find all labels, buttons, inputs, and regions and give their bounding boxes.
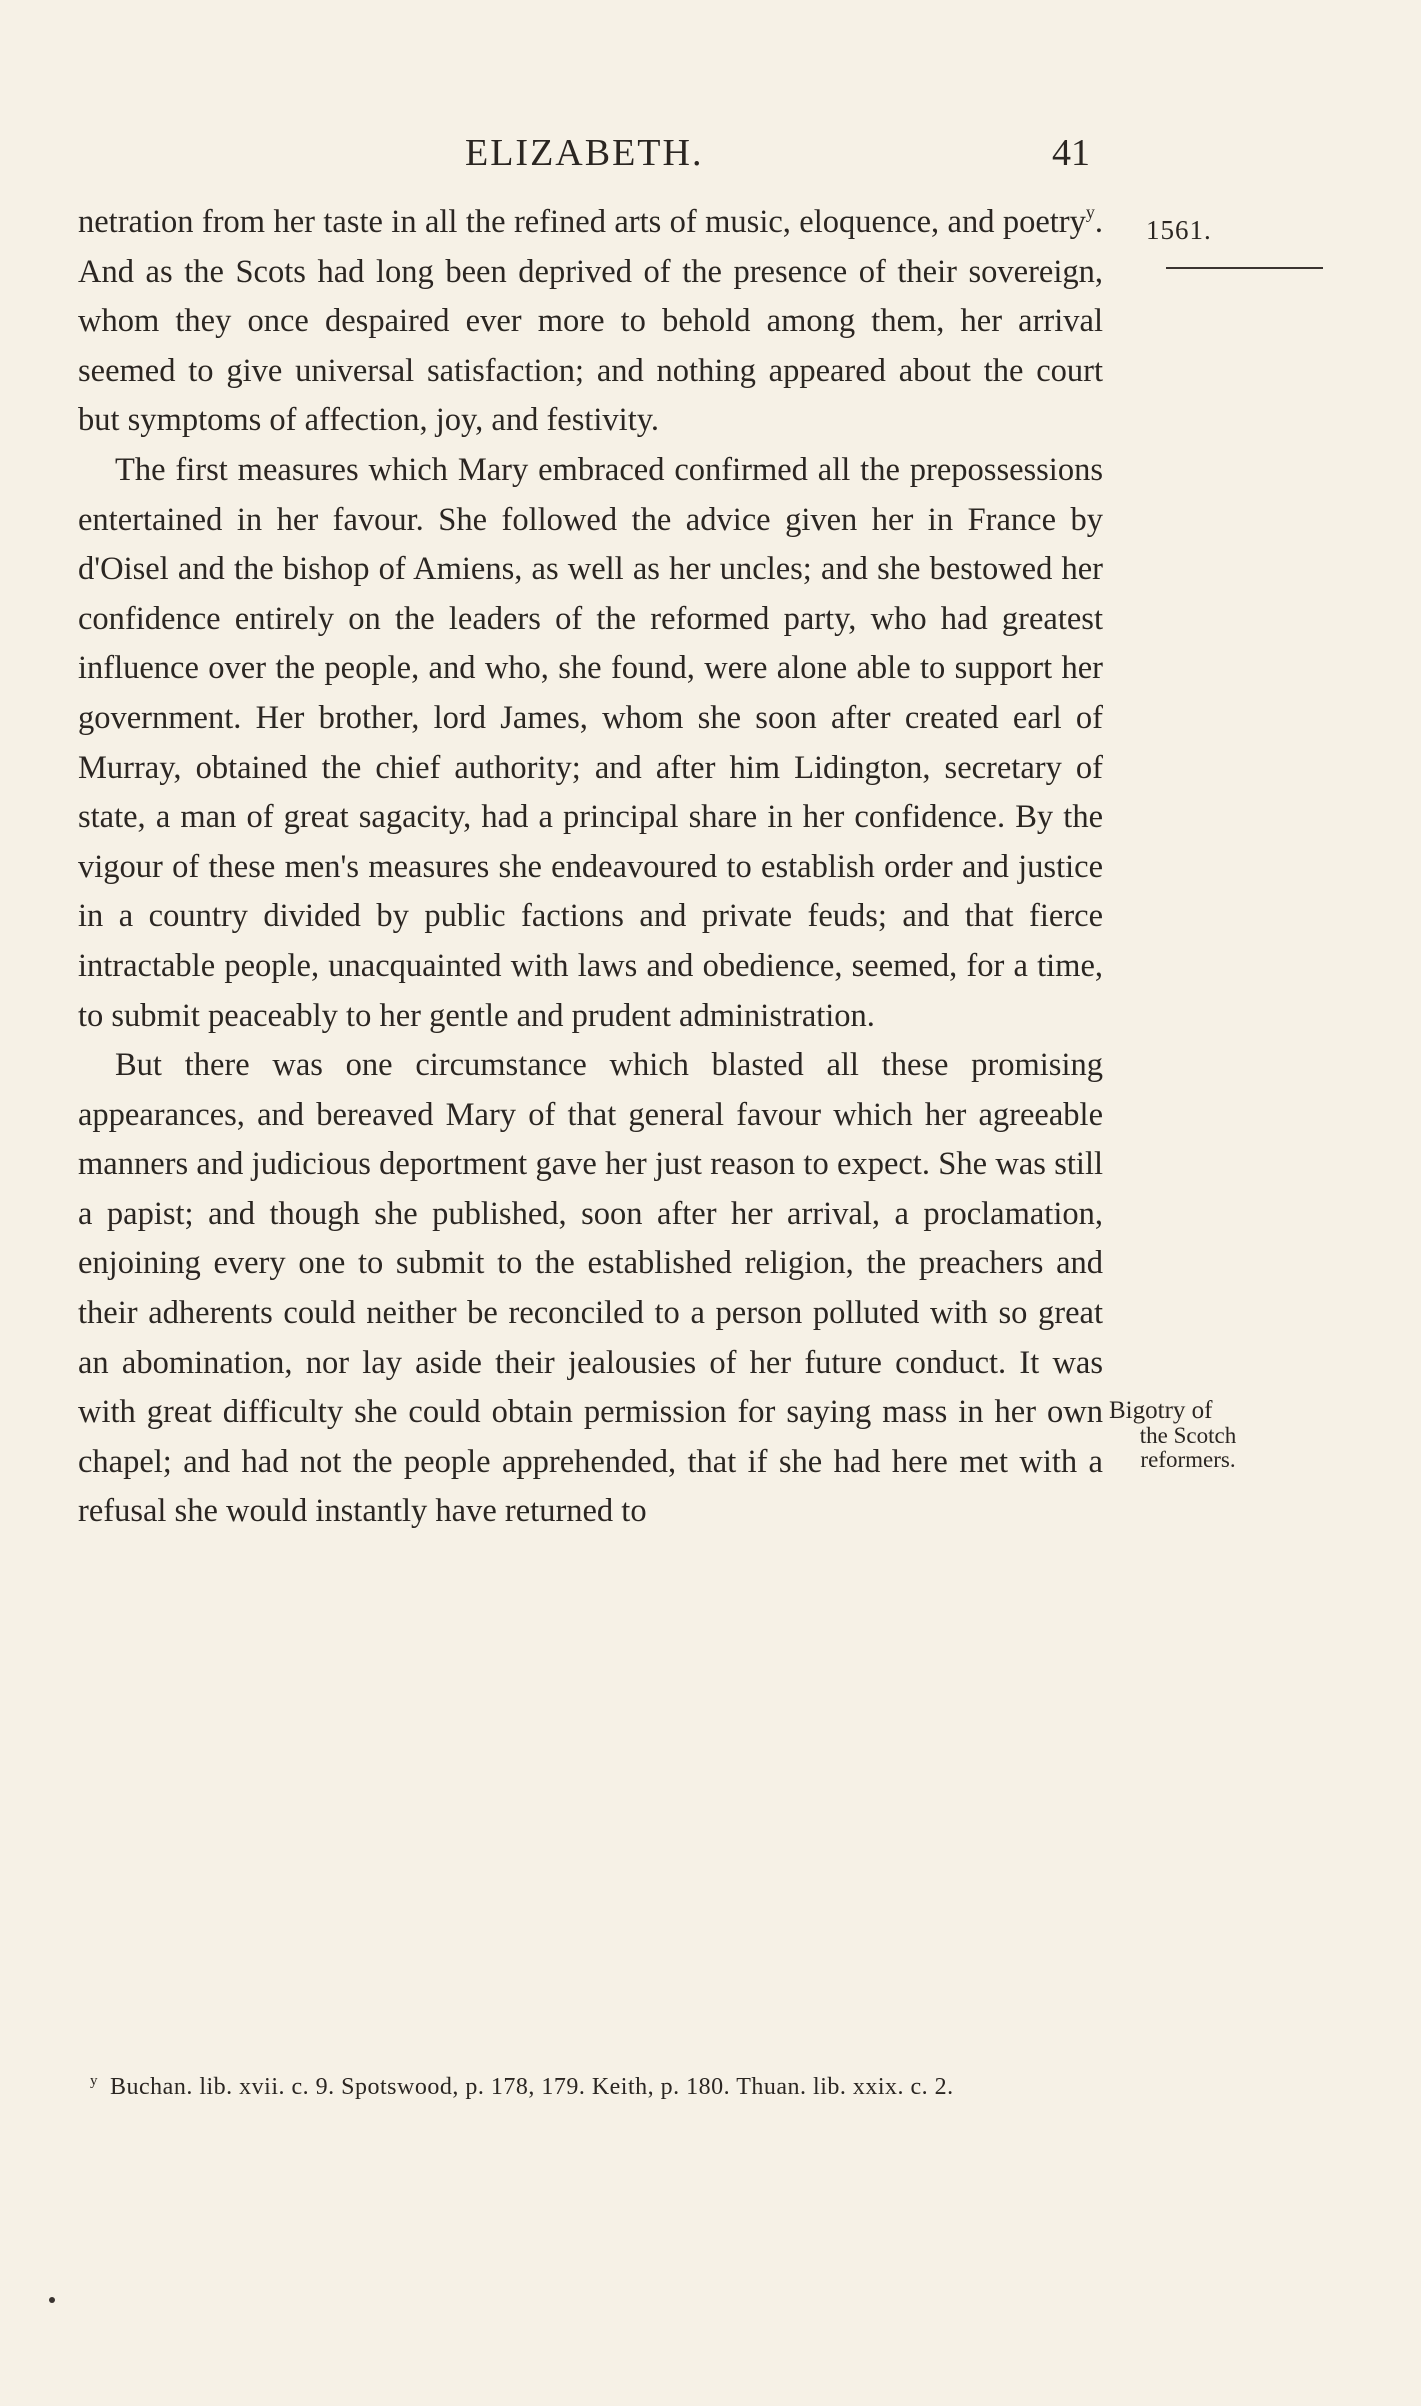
footnote: [60, 2071, 1110, 2104]
paragraph-1-part-a: netration from her taste in all the refined arts of music, eloquence, and poetry: [78, 204, 1086, 240]
running-head: [0, 128, 1421, 178]
paragraph-2: The first measures which Mary embraced confirmed all the prepossessions entertained in her favour. She followed the advice given her in France by d'Oisel and the bishop of Amiens, as well as her uncles; and she bestowed her confidence entirely on the leaders of the reformed party, who had greatest influence over the people, and who, she found, were alone able to support her government. Her brother, lord James, whom she soon after created earl of Murray, obtained the chief authority; and after him Lidington, secretary of state, a man of great sagacity, had a principal share in her confidence. By the vigour of these men's measures she endeavoured to establish order and justice in a country divided by public factions and private feuds; and that fierce intractable people, unacquainted with laws and obedience, seemed, for a time, to submit peaceably to her gentle and prudent administration.: [78, 451, 1103, 1034]
margin-year: 1561.: [1146, 215, 1212, 245]
sidenote-line-1: Bigotry of: [1109, 1397, 1213, 1424]
margin-sidenote: [1103, 1397, 1273, 1472]
margin-year-rule: [1166, 267, 1323, 269]
page-number: 41: [1052, 132, 1090, 174]
footnote-reference: y: [1085, 202, 1095, 222]
sidenote-line-2: the Scotch: [1139, 1423, 1237, 1448]
ink-speck: [49, 2297, 55, 2303]
footnote-text: Buchan. lib. xvii. c. 9. Spotswood, p. 178, 179. Keith, p. 180. Thuan. lib. xxix. c. 2.: [110, 2074, 954, 2100]
sidenote-line-3: reformers.: [1140, 1447, 1236, 1472]
paragraph-1-part-b: . And as the Scots had long been deprived of the presence of their sovereign, whom they once despaired ever more to behold among them, her arrival seemed to give universal satisfaction; and nothing appeared about the court but symptoms of affection, joy, and festivity.: [78, 204, 1103, 439]
running-title: ELIZABETH.: [465, 132, 704, 174]
paragraph-3: But there was one circumstance which blasted all these promising appearances, and bereaved Mary of that general favour which her agreeable manners and judicious deportment gave her just reason to expect. She was still a papist; and though she published, soon after her arrival, a proclamation, enjoining every one to submit to the established religion, the preachers and their adherents could neither be reconciled to a person polluted with so great an abomination, nor lay aside their jealousies of her future conduct. It was with great difficulty she could obtain permission for saying mass in her own chapel; and had not the people apprehended, that if she had here met with a refusal she would instantly have returned to: [78, 1047, 1103, 1530]
main-text: [78, 198, 1103, 1537]
footnote-mark: y: [90, 2073, 98, 2089]
paragraph-1: [78, 198, 1103, 446]
